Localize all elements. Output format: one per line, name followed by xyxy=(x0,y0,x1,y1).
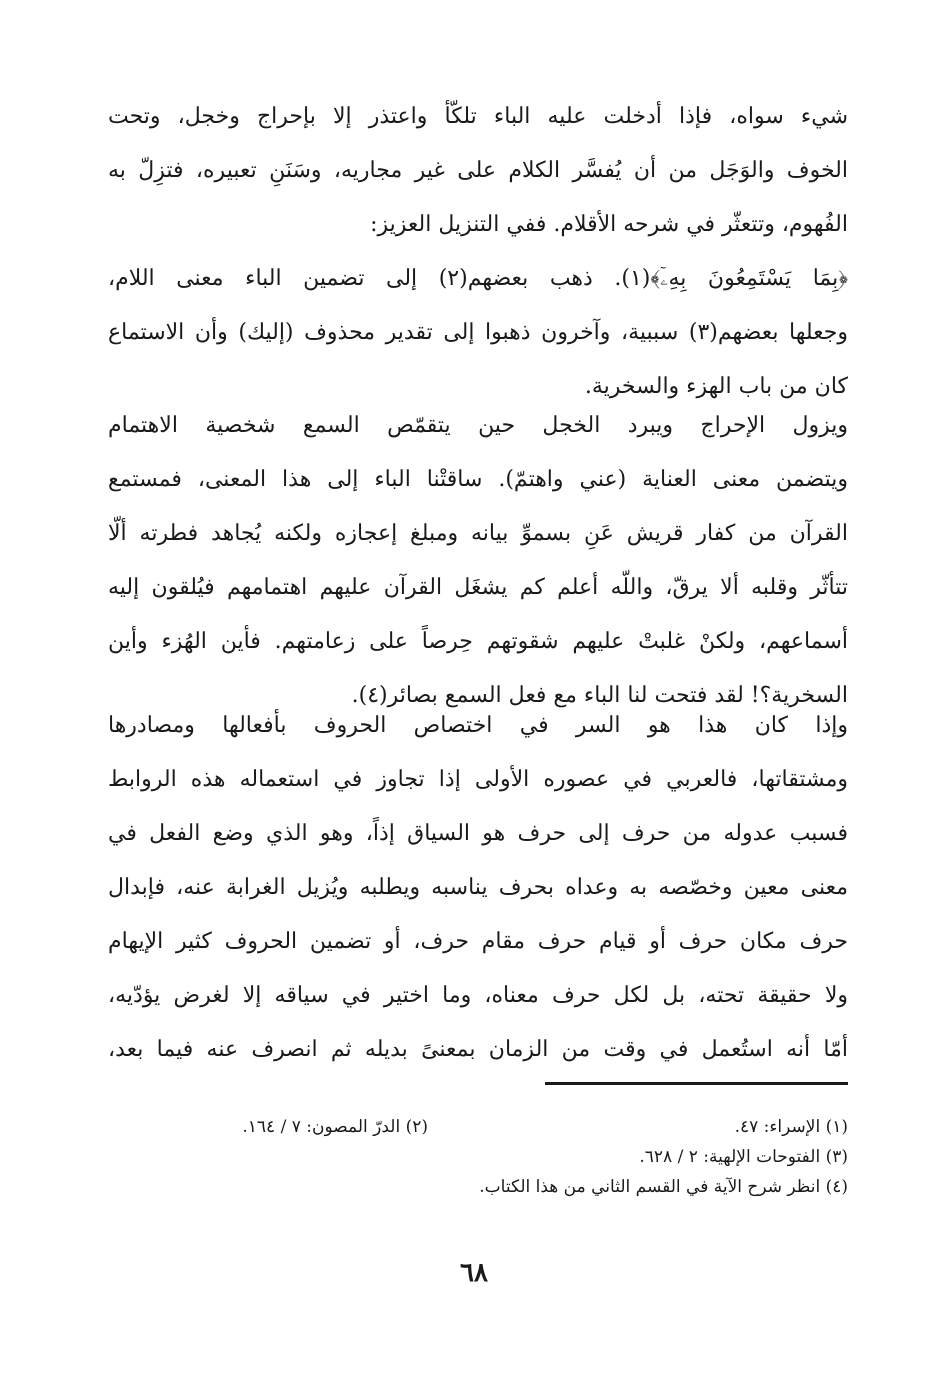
footnote-2: (٢) الدرّ المصون: ٧ / ١٦٤. xyxy=(242,1117,428,1137)
paragraph-1 xyxy=(108,90,848,414)
text-line: كان من باب الهزء والسخرية. xyxy=(584,374,848,399)
text-line: ومشتقاتها، فالعربي في عصوره الأولى إذا تجاوز في استعماله هذه الروابط xyxy=(108,767,848,792)
text-line: الفُهوم، وتتعثّر في شرحه الأقلام. ففي التنزيل العزيز: xyxy=(370,212,848,237)
text-line: أسماعهم، ولكنْ غلبتْ عليهم شقوتهم حِرصاً على زعامتهم. فأين الهُزء وأين xyxy=(108,629,848,654)
text-line: السخرية؟! لقد فتحت لنا الباء مع فعل السمع بصائر(٤). xyxy=(351,683,848,708)
text-line: ويتضمن معنى العناية (عني واهتمّ). ساقتْنا الباء إلى هذا المعنى، فمستمع xyxy=(108,467,848,492)
text-line: فسبب عدوله من حرف إلى حرف هو السياق إذاً، وهو الذي وضع الفعل في xyxy=(108,821,848,846)
text-line: وجعلها بعضهم(٣) سببية، وآخرون ذهبوا إلى تقدير محذوف (إليك) وأن الاستماع xyxy=(108,320,848,345)
footnotes xyxy=(150,1112,848,1202)
text-line: ويزول الإحراج ويبرد الخجل حين يتقمّص السمع شخصية الاهتمام xyxy=(108,413,848,438)
footnote-4: (٤) انظر شرح الآية في القسم الثاني من هذا الكتاب. xyxy=(479,1177,848,1197)
footnote-row xyxy=(150,1172,848,1202)
text-line: الخوف والوَجَل من أن يُفسَّر الكلام على غير مجاريه، وسَنَنِ تعبيره، فتزِلّ به xyxy=(108,158,848,183)
footnote-1: (١) الإسراء: ٤٧. xyxy=(734,1117,848,1137)
text-line: ولا حقيقة تحته، بل لكل حرف معناه، وما اختير في سياقه إلا لغرض يؤدّيه، xyxy=(108,983,848,1008)
quran-verse-line: ﴿بِمَا يَسْتَمِعُونَ بِهِۦٓ﴾(١). ذهب بعضهم(٢) إلى تضمين الباء معنى اللام، xyxy=(108,266,848,291)
footnote-3: (٣) الفتوحات الإلهية: ٢ / ٦٢٨. xyxy=(639,1147,848,1167)
text-line: تتأثّر وقلبه ألا يرقّ، واللّه أعلم كم يشغَل القرآن عليهم اهتمامهم فيُلقون إليه xyxy=(108,575,848,600)
text-line: وإذا كان هذا هو السر في اختصاص الحروف بأفعالها ومصادرها xyxy=(108,713,848,738)
paragraph-3 xyxy=(108,699,848,1077)
text-line: أمّا أنه استُعمل في وقت من الزمان بمعنىً بديله ثم انصرف عنه فيما بعد، xyxy=(108,1037,848,1062)
text-line: معنى معين وخصّصه به وعداه بحرف يناسبه ويطلبه ويُزيل الغرابة عنه، فإبدال xyxy=(108,875,848,900)
footnote-row xyxy=(150,1142,848,1172)
footnote-row xyxy=(150,1112,848,1142)
paragraph-2 xyxy=(108,399,848,723)
footnote-divider xyxy=(545,1082,848,1085)
text-line: حرف مكان حرف أو قيام حرف مقام حرف، أو تضمين الحروف كثير الإيهام xyxy=(108,929,848,954)
page-number: ٦٨ xyxy=(460,1258,488,1288)
text-line: شيء سواه، فإذا أدخلت عليه الباء تلكّأ واعتذر إلا بإحراج وخجل، وتحت xyxy=(108,104,848,129)
text-line: القرآن من كفار قريش عَنِ بسموِّ بيانه ومبلغ إعجازه ولكنه يُجاهد فطرته ألّا xyxy=(108,521,848,546)
